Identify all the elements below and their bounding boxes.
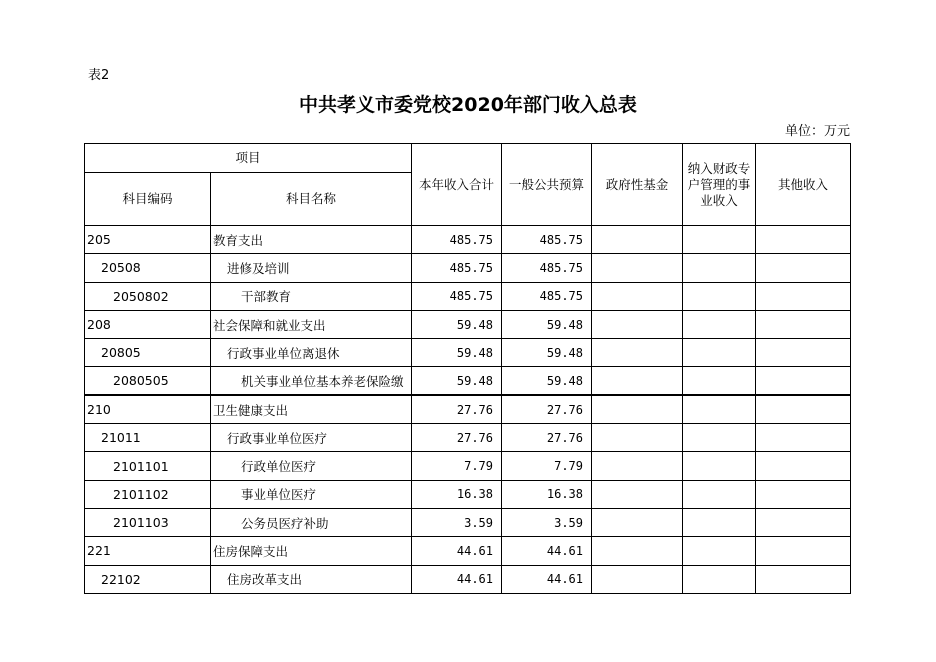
- cell-name: 社会保障和就业支出: [211, 310, 412, 338]
- cell-code: 2080505: [85, 367, 211, 395]
- cell-name: 机关事业单位基本养老保险缴: [211, 367, 412, 395]
- cell-general-budget: 44.61: [502, 565, 592, 593]
- unit-label: 单位：万元: [784, 124, 850, 139]
- cell-special-account: [683, 565, 756, 593]
- cell-total: 485.75: [412, 282, 502, 310]
- table-row: [85, 282, 851, 310]
- table-row: [85, 480, 851, 508]
- cell-gov-fund: [592, 367, 683, 395]
- table-row: [85, 310, 851, 338]
- cell-general-budget: 7.79: [502, 452, 592, 480]
- table-row: [85, 367, 851, 395]
- cell-total: 16.38: [412, 480, 502, 508]
- table-row: [85, 226, 851, 254]
- cell-gov-fund: [592, 254, 683, 282]
- header-other: 其他收入: [756, 144, 851, 226]
- header-name: 科目名称: [211, 173, 412, 226]
- cell-total: 59.48: [412, 310, 502, 338]
- cell-code: 205: [85, 226, 211, 254]
- cell-total: 44.61: [412, 565, 502, 593]
- cell-code: 210: [85, 395, 211, 423]
- header-total: 本年收入合计: [412, 144, 502, 226]
- cell-gov-fund: [592, 480, 683, 508]
- cell-special-account: [683, 254, 756, 282]
- cell-total: 485.75: [412, 254, 502, 282]
- table-row: [85, 424, 851, 452]
- cell-code: 2050802: [85, 282, 211, 310]
- cell-total: 44.61: [412, 537, 502, 565]
- header-special-account: 纳入财政专户管理的事业收入: [683, 144, 756, 226]
- cell-gov-fund: [592, 537, 683, 565]
- cell-other: [756, 310, 851, 338]
- cell-other: [756, 452, 851, 480]
- cell-general-budget: 59.48: [502, 367, 592, 395]
- cell-total: 7.79: [412, 452, 502, 480]
- cell-code: 2101103: [85, 508, 211, 536]
- cell-other: [756, 339, 851, 367]
- header-gov-fund: 政府性基金: [592, 144, 683, 226]
- cell-other: [756, 226, 851, 254]
- cell-general-budget: 59.48: [502, 339, 592, 367]
- cell-other: [756, 395, 851, 423]
- table-label: 表2: [88, 68, 110, 83]
- cell-total: 3.59: [412, 508, 502, 536]
- cell-gov-fund: [592, 282, 683, 310]
- cell-total: 485.75: [412, 226, 502, 254]
- cell-name: 事业单位医疗: [211, 480, 412, 508]
- cell-code: 2101101: [85, 452, 211, 480]
- cell-total: 27.76: [412, 424, 502, 452]
- table-body: [85, 226, 851, 594]
- cell-special-account: [683, 537, 756, 565]
- cell-general-budget: 485.75: [502, 282, 592, 310]
- cell-code: 20805: [85, 339, 211, 367]
- cell-total: 27.76: [412, 395, 502, 423]
- cell-gov-fund: [592, 310, 683, 338]
- cell-name: 住房保障支出: [211, 537, 412, 565]
- cell-name: 进修及培训: [211, 254, 412, 282]
- cell-special-account: [683, 226, 756, 254]
- cell-other: [756, 480, 851, 508]
- cell-gov-fund: [592, 395, 683, 423]
- cell-special-account: [683, 452, 756, 480]
- income-table: [84, 143, 851, 594]
- cell-name: 卫生健康支出: [211, 395, 412, 423]
- cell-other: [756, 424, 851, 452]
- cell-special-account: [683, 480, 756, 508]
- header-general-budget: 一般公共预算: [502, 144, 592, 226]
- page-title: 中共孝义市委党校2020年部门收入总表: [299, 94, 637, 116]
- table-row: [85, 537, 851, 565]
- cell-name: 公务员医疗补助: [211, 508, 412, 536]
- cell-name: 行政事业单位离退休: [211, 339, 412, 367]
- cell-special-account: [683, 310, 756, 338]
- cell-gov-fund: [592, 565, 683, 593]
- cell-general-budget: 27.76: [502, 424, 592, 452]
- cell-code: 20508: [85, 254, 211, 282]
- cell-other: [756, 537, 851, 565]
- cell-special-account: [683, 282, 756, 310]
- cell-total: 59.48: [412, 367, 502, 395]
- cell-code: 2101102: [85, 480, 211, 508]
- header-project: 项目: [85, 144, 412, 173]
- cell-total: 59.48: [412, 339, 502, 367]
- cell-general-budget: 59.48: [502, 310, 592, 338]
- cell-name: 行政单位医疗: [211, 452, 412, 480]
- cell-gov-fund: [592, 452, 683, 480]
- cell-general-budget: 27.76: [502, 395, 592, 423]
- cell-special-account: [683, 508, 756, 536]
- cell-general-budget: 3.59: [502, 508, 592, 536]
- cell-special-account: [683, 339, 756, 367]
- cell-code: 208: [85, 310, 211, 338]
- cell-general-budget: 485.75: [502, 254, 592, 282]
- cell-code: 221: [85, 537, 211, 565]
- cell-gov-fund: [592, 424, 683, 452]
- cell-general-budget: 44.61: [502, 537, 592, 565]
- cell-other: [756, 254, 851, 282]
- cell-gov-fund: [592, 339, 683, 367]
- cell-other: [756, 367, 851, 395]
- cell-other: [756, 282, 851, 310]
- cell-special-account: [683, 367, 756, 395]
- table-row: [85, 254, 851, 282]
- cell-name: 教育支出: [211, 226, 412, 254]
- cell-other: [756, 508, 851, 536]
- header-code: 科目编码: [85, 173, 211, 226]
- cell-name: 住房改革支出: [211, 565, 412, 593]
- table-row: [85, 508, 851, 536]
- table-row: [85, 565, 851, 593]
- cell-gov-fund: [592, 226, 683, 254]
- cell-other: [756, 565, 851, 593]
- cell-code: 22102: [85, 565, 211, 593]
- cell-general-budget: 485.75: [502, 226, 592, 254]
- cell-special-account: [683, 395, 756, 423]
- cell-general-budget: 16.38: [502, 480, 592, 508]
- cell-gov-fund: [592, 508, 683, 536]
- cell-name: 干部教育: [211, 282, 412, 310]
- cell-code: 21011: [85, 424, 211, 452]
- table-row: [85, 452, 851, 480]
- cell-name: 行政事业单位医疗: [211, 424, 412, 452]
- cell-special-account: [683, 424, 756, 452]
- table-row: [85, 395, 851, 423]
- table-row: [85, 339, 851, 367]
